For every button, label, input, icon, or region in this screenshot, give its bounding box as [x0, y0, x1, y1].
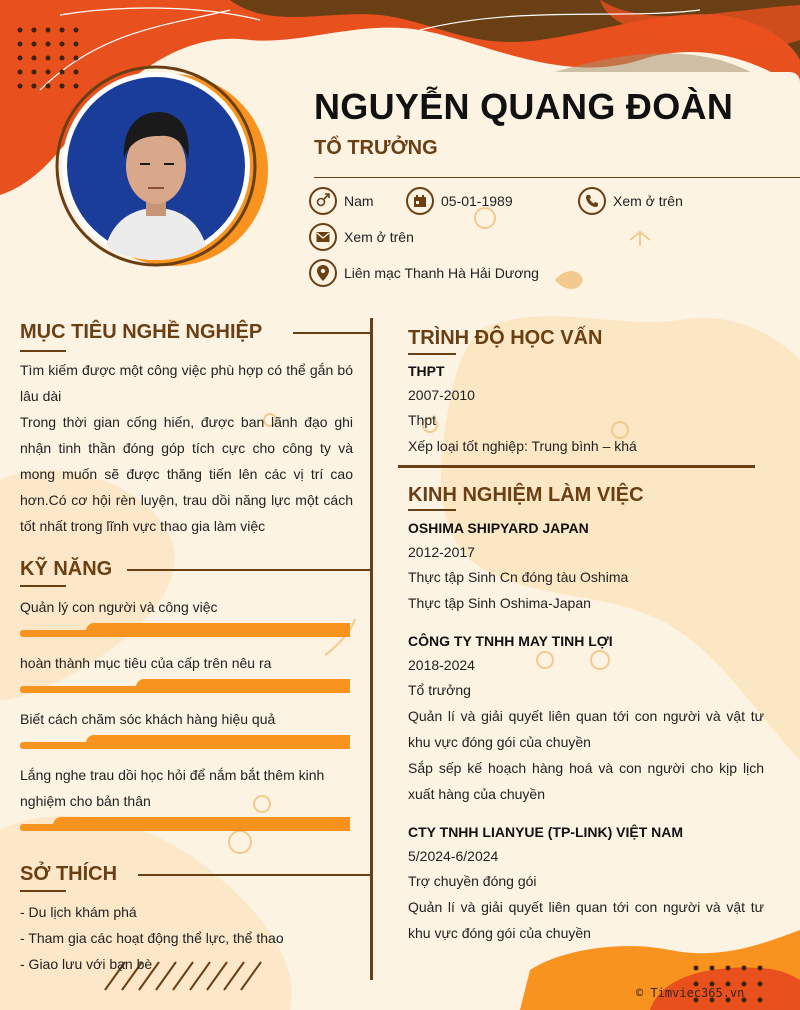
address-value: Liên mạc Thanh Hà Hải Dương	[344, 265, 539, 281]
job-detail: Trợ chuyền đóng gói	[408, 873, 537, 889]
heading-underline	[20, 585, 66, 587]
skill-name: Lắng nghe trau dồi học hỏi để nắm bắt thêm kinh nghiệm cho bản thân	[20, 767, 325, 809]
avatar	[52, 60, 270, 278]
skill-name: Biết cách chăm sóc khách hàng hiệu quả	[20, 711, 276, 727]
objective-text: Tìm kiếm được một công việc phù hợp có thể gắn bó lâu dài Trong thời gian cống hiến, được ban lãnh đạo ghi nhận tinh thần đóng góp tích cực cho công ty và mong muốn sẽ được thăng tiến lên các vị trí cao hơn.Có cơ hội rèn luyện, trau dồi năng lực một cách tốt nhất trong lĩnh vực thao gia làm việc	[20, 362, 353, 534]
job-detail: Thực tập Sinh Oshima-Japan	[408, 595, 591, 611]
job-title: TỔ TRƯỞNG	[314, 137, 438, 159]
heading-rule	[138, 874, 373, 876]
column-divider	[370, 318, 373, 980]
job-detail: Quản lí và giải quyết liên quan tới con người và vật tư khu vực đóng gói của chuyền	[408, 899, 764, 941]
skills-heading: KỸ NĂNG	[20, 558, 113, 580]
hobby-item: - Tham gia các hoạt động thể lực, thể thao	[20, 930, 284, 946]
job-period: 2012-2017	[408, 544, 475, 560]
job-period: 5/2024-6/2024	[408, 848, 499, 864]
education-note: Xếp loại tốt nghiệp: Trung bình – khá	[408, 438, 637, 454]
heading-underline	[20, 350, 66, 352]
education-heading: TRÌNH ĐỘ HỌC VẤN	[408, 327, 603, 349]
birthday-value: 05-01-1989	[441, 193, 513, 209]
education-major: Thpt	[408, 412, 437, 428]
heading-underline	[20, 890, 66, 892]
phone-value: Xem ở trên	[613, 193, 683, 209]
header-divider	[314, 177, 800, 178]
gender-value: Nam	[344, 193, 374, 209]
education-period: 2007-2010	[408, 387, 475, 403]
contact-birthday	[406, 187, 513, 215]
heading-underline	[408, 509, 456, 511]
heading-rule	[293, 332, 373, 334]
contact-phone	[578, 187, 683, 215]
calendar-icon	[406, 187, 434, 215]
contact-address	[309, 259, 539, 287]
company-name: CTY TNHH LIANYUE (TP-LINK) VIỆT NAM	[408, 824, 684, 840]
job-period: 2018-2024	[408, 657, 475, 673]
heading-rule	[127, 569, 373, 571]
email-value: Xem ở trên	[344, 229, 414, 245]
gender-icon	[309, 187, 337, 215]
hobby-item: - Giao lưu với bạn bè	[20, 956, 153, 972]
contact-gender	[309, 187, 374, 215]
hobbies-heading: SỞ THÍCH	[20, 863, 118, 885]
hobby-item: - Du lịch khám phá	[20, 904, 137, 920]
envelope-icon	[309, 223, 337, 251]
company-name: CÔNG TY TNHH MAY TINH LỢI	[408, 633, 613, 649]
location-icon	[309, 259, 337, 287]
skill-level-bar	[20, 623, 350, 637]
school-name: THPT	[408, 363, 445, 379]
skill-level-bar	[20, 817, 350, 831]
skill-name: Quản lý con người và công việc	[20, 599, 218, 615]
job-detail: Tổ trưởng	[408, 682, 471, 698]
skill-name: hoàn thành mục tiêu của cấp trên nêu ra	[20, 655, 272, 671]
experience-heading: KINH NGHIỆM LÀM VIỆC	[408, 484, 644, 506]
company-name: OSHIMA SHIPYARD JAPAN	[408, 520, 589, 536]
job-detail: Sắp sếp kế hoạch hàng hoá và con người cho kịp lịch xuất hàng của chuyền	[408, 760, 764, 802]
heading-underline	[408, 353, 456, 355]
job-detail: Thực tập Sinh Cn đóng tàu Oshima	[408, 569, 629, 585]
candidate-name: NGUYỄN QUANG ĐOÀN	[314, 86, 734, 127]
objective-heading: MỤC TIÊU NGHỀ NGHIỆP	[20, 321, 263, 343]
watermark: © Timviec365.vn	[636, 986, 745, 1000]
contact-email	[309, 223, 414, 251]
phone-icon	[578, 187, 606, 215]
section-divider	[398, 465, 755, 468]
skill-level-bar	[20, 735, 350, 749]
skill-level-bar	[20, 679, 350, 693]
job-detail: Quản lí và giải quyết liên quan tới con người và vật tư khu vực đóng gói của chuyền	[408, 708, 764, 750]
